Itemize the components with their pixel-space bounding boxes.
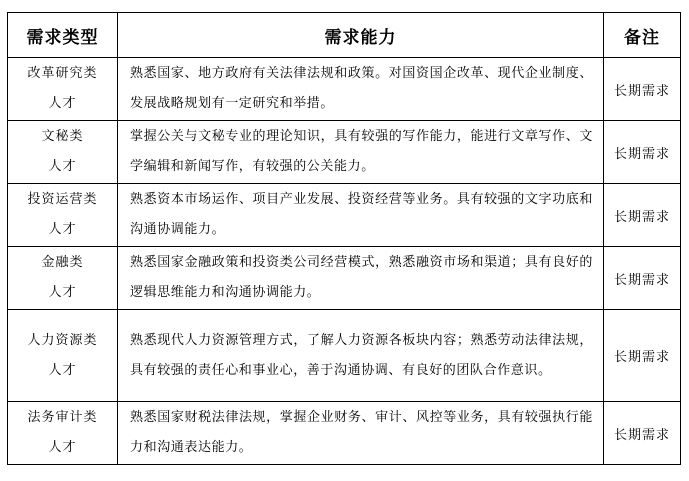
row-capability: 熟悉现代人力资源管理方式，了解人力资源各板块内容；熟悉劳动法律法规，具有较强的责任心和事业心，善于沟通协调、有良好的团队合作意识。 [118,310,604,402]
row-type-cell [8,58,118,121]
header-note: 备注 [604,13,681,58]
type-line2: 人才 [48,362,77,378]
type-line1: 人力资源类 [27,332,98,348]
table-row [8,247,681,310]
type-line1: 文秘类 [41,129,84,144]
header-type: 需求类型 [8,13,118,58]
type-line2: 人才 [48,96,77,111]
table-row [8,58,681,121]
row-note: 长期需求 [604,121,681,184]
requirements-table [7,12,681,465]
row-capability: 熟悉国家、地方政府有关法律法规和政策。对国资国企改革、现代企业制度、发展战略规划有一定研究和举措。 [118,58,604,121]
row-capability: 熟悉国家金融政策和投资类公司经营模式，熟悉融资市场和渠道；具有良好的逻辑思维能力和沟通协调能力。 [118,247,604,310]
row-capability: 熟悉国家财税法律法规，掌握企业财务、审计、风控等业务，具有较强执行能力和沟通表达能力。 [118,402,604,465]
type-line1: 金融类 [41,255,84,270]
table-row [8,310,681,402]
row-type-cell [8,402,118,465]
type-line2: 人才 [48,159,77,174]
row-capability: 掌握公关与文秘专业的理论知识，具有较强的写作能力，能进行文章写作、文学编辑和新闻写作，有较强的公关能力。 [118,121,604,184]
type-line2: 人才 [48,285,77,300]
type-line2: 人才 [48,440,77,455]
header-capability: 需求能力 [118,13,604,58]
table-row [8,121,681,184]
row-note: 长期需求 [604,58,681,121]
table-row [8,184,681,247]
row-note: 长期需求 [604,184,681,247]
row-capability: 熟悉资本市场运作、项目产业发展、投资经营等业务。具有较强的文字功底和沟通协调能力。 [118,184,604,247]
row-note: 长期需求 [604,247,681,310]
type-line2: 人才 [48,222,77,237]
table-row [8,402,681,465]
table-header-row [8,13,681,58]
row-type-cell [8,247,118,310]
type-line1: 改革研究类 [27,66,98,81]
row-note: 长期需求 [604,402,681,465]
type-line1: 投资运营类 [27,192,98,207]
row-type-cell [8,310,118,402]
row-note: 长期需求 [604,310,681,402]
type-line1: 法务审计类 [27,410,98,425]
row-type-cell [8,121,118,184]
row-type-cell [8,184,118,247]
